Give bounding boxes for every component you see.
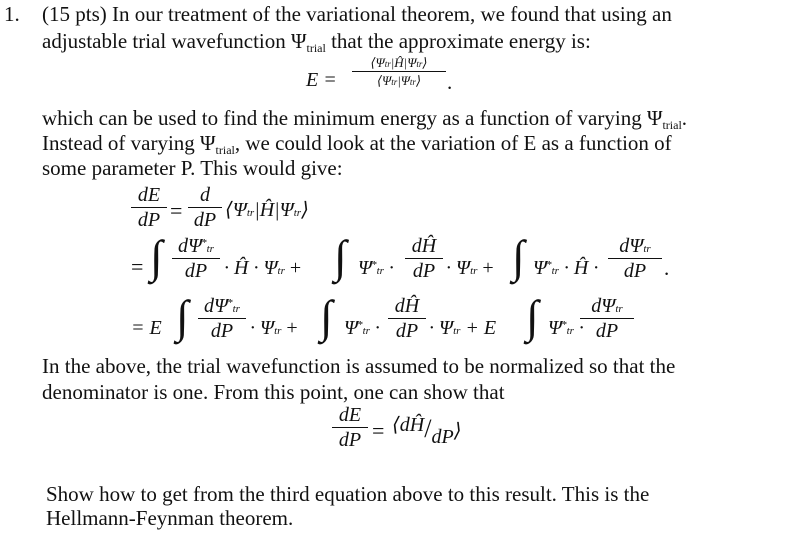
line2-text-b: that the approximate energy is:	[325, 29, 591, 53]
eq3-term1-rest: · Ĥ · Ψtr +	[224, 257, 302, 279]
problem-number: 1.	[4, 2, 20, 26]
problem-line-9: Hellmann-Feynman theorem.	[46, 506, 294, 530]
problem-line-3	[42, 108, 687, 131]
problem-line-5: some parameter P. This would give:	[42, 156, 343, 180]
problem-line-2	[42, 31, 591, 54]
eq4-integral-2: ∫	[320, 291, 333, 342]
eq4-lhs: = E	[131, 317, 162, 339]
eq4-term3-psi: Ψ*tr ·	[548, 317, 584, 339]
problem-line-1: (15 pts) In our treatment of the variational theorem, we found that using an	[42, 2, 672, 26]
eq2-bracket: ⟨Ψtr|Ĥ|Ψtr⟩	[225, 199, 309, 221]
eq4-term2-fraction: dĤ dP	[388, 296, 426, 341]
eq3-term1-fraction: dΨ*tr dP	[172, 236, 220, 281]
eq1-period: .	[447, 70, 453, 94]
eq1-fraction-bar	[352, 71, 446, 72]
eq2-equals: =	[170, 198, 183, 223]
eq1-fraction	[352, 56, 446, 87]
eq3-term2-psi: Ψ*tr ·	[358, 257, 394, 279]
line3-subscript: trial	[662, 118, 682, 132]
eq3-term3-fraction: dΨtr dP	[608, 236, 662, 281]
line2-subscript: trial	[306, 41, 326, 55]
line3-text-a: which can be used to find the minimum energy as a function of varying Ψ	[42, 106, 663, 130]
eq5-rhs: ⟨dĤ/dP⟩	[392, 414, 462, 448]
eq3-integral-1: ∫	[150, 231, 163, 282]
line4-text-a: Instead of varying Ψ	[42, 131, 216, 155]
eq4-term3-fraction: dΨtr dP	[580, 296, 634, 341]
eq1-denominator: ⟨Ψtr|Ψtr⟩	[376, 73, 422, 88]
eq3-term2-rest: · Ψtr +	[446, 257, 494, 279]
eq4-term1-fraction: dΨ*tr dP	[198, 296, 246, 341]
problem-line-6: In the above, the trial wavefunction is assumed to be normalized so that the	[42, 354, 676, 378]
problem-line-4	[42, 133, 672, 156]
eq3-term3-rest: Ψ*tr · Ĥ ·	[533, 257, 599, 279]
eq5-equals: =	[372, 418, 385, 443]
eq5-lhs-fraction: dE dP	[332, 405, 368, 450]
problem-line-8: Show how to get from the third equation above to this result. This is the	[46, 482, 650, 506]
eq2-derivative-fraction: d dP	[188, 185, 222, 230]
line4-subscript: trial	[215, 143, 235, 157]
eq3-equals: =	[131, 254, 144, 279]
eq4-term2-psi: Ψ*tr ·	[344, 317, 380, 339]
eq3-integral-2: ∫	[334, 231, 347, 282]
eq1-numerator: ⟨Ψtr|Ĥ|Ψtr⟩	[370, 55, 428, 70]
problem-line-7: denominator is one. From this point, one can show that	[42, 380, 505, 404]
eq4-term2-rest: · Ψtr + E	[429, 317, 497, 339]
eq4-integral-1: ∫	[176, 291, 189, 342]
eq4-term1-rest: · Ψtr +	[250, 317, 298, 339]
eq4-integral-3: ∫	[526, 291, 539, 342]
eq2-lhs-fraction: dE dP	[131, 185, 167, 230]
eq3-period: .	[664, 256, 670, 280]
line3-text-b: .	[681, 106, 688, 130]
line4-text-b: , we could look at the variation of E as a function of	[234, 131, 672, 155]
eq1-lhs: E =	[306, 69, 337, 91]
eq3-integral-3: ∫	[512, 231, 525, 282]
eq3-term2-fraction: dĤ dP	[405, 236, 443, 281]
line2-text-a: adjustable trial wavefunction Ψ	[42, 29, 307, 53]
